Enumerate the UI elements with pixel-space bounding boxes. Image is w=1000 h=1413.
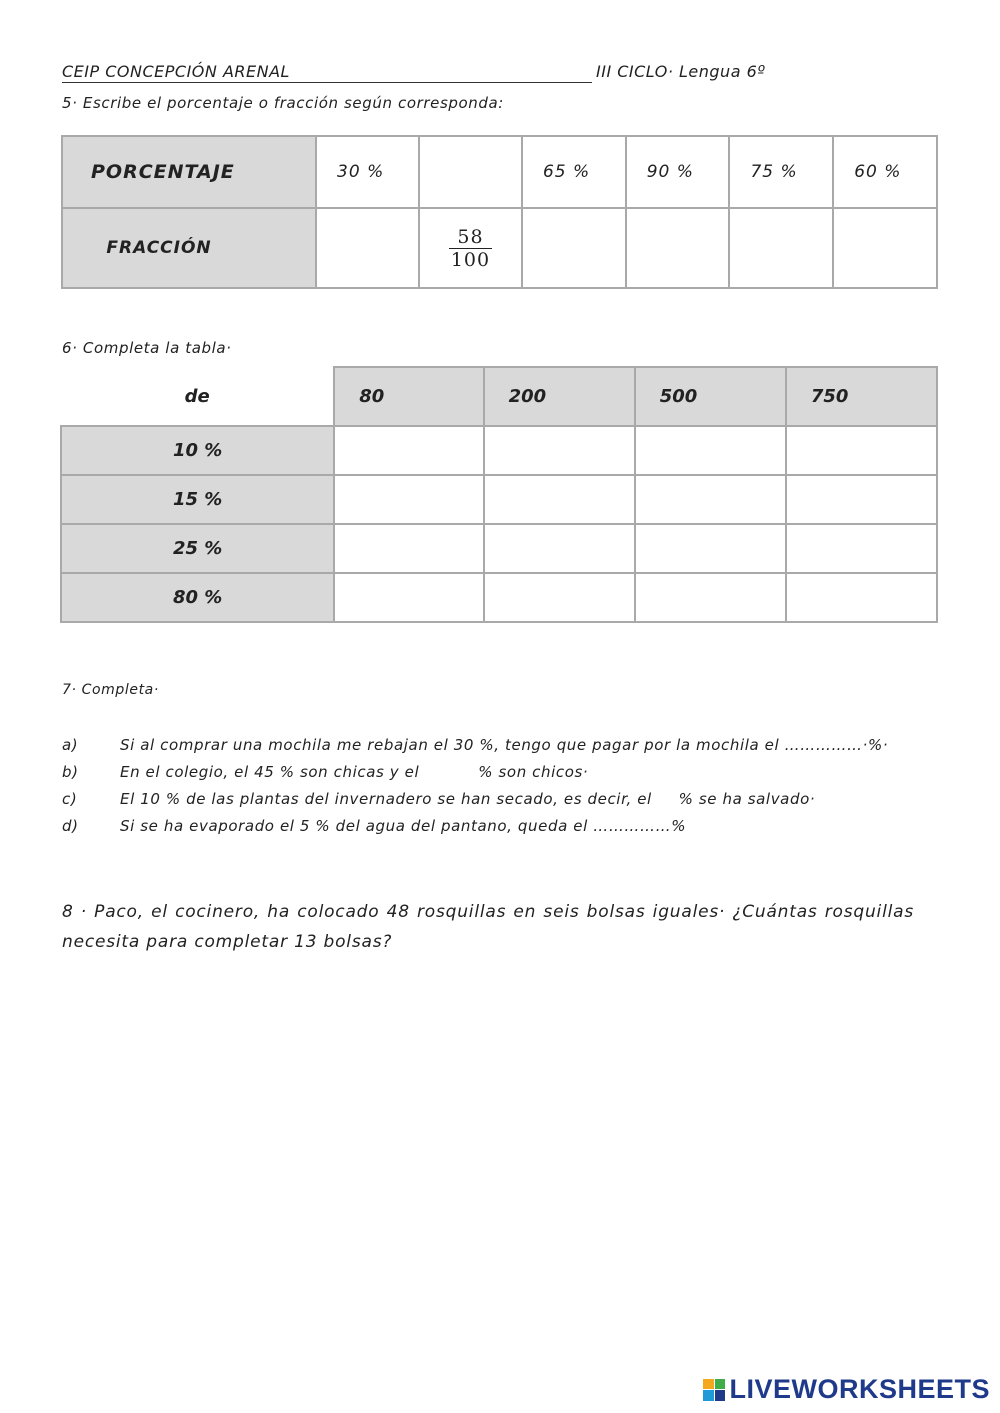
logo-square bbox=[703, 1379, 714, 1390]
q7-item-text: En el colegio, el 45 % son chicas y el % son chicos· bbox=[120, 763, 589, 781]
fraction-58-100 bbox=[449, 226, 492, 271]
q5-percent-cell[interactable] bbox=[419, 136, 522, 208]
q6-answer-cell[interactable] bbox=[786, 426, 937, 475]
liveworksheets-logo-icon bbox=[703, 1379, 725, 1401]
logo-square bbox=[715, 1379, 726, 1390]
q7-item-label: d) bbox=[62, 817, 79, 835]
q7-item-label: b) bbox=[62, 763, 79, 781]
q6-header-row bbox=[61, 367, 937, 426]
liveworksheets-wordmark: LIVEWORKSHEETS bbox=[729, 1374, 990, 1404]
q6-answer-cell[interactable] bbox=[484, 573, 635, 622]
q6-row bbox=[61, 524, 937, 573]
q5-fraction-cell[interactable] bbox=[626, 208, 730, 288]
q5-fraction-cell bbox=[419, 208, 522, 288]
q6-column-header: 80 bbox=[334, 367, 483, 426]
q5-percent-label: PORCENTAJE bbox=[62, 136, 316, 208]
q7-item bbox=[62, 763, 942, 790]
q6-column-header: 500 bbox=[635, 367, 786, 426]
q5-fraction-row bbox=[62, 208, 937, 288]
q7-item bbox=[62, 817, 942, 844]
q6-row bbox=[61, 573, 937, 622]
q5-fraction-cell[interactable] bbox=[729, 208, 833, 288]
q6-row-header: 80 % bbox=[61, 573, 334, 622]
q6-answer-cell[interactable] bbox=[334, 426, 483, 475]
q5-title: 5· Escribe el porcentaje o fracción según corresponda: bbox=[62, 94, 504, 112]
q7-item-label: a) bbox=[62, 736, 79, 754]
fraction-numerator: 58 bbox=[449, 226, 492, 249]
q6-answer-cell[interactable] bbox=[786, 475, 937, 524]
q5-fraction-cell[interactable] bbox=[316, 208, 419, 288]
q7-item-text: El 10 % de las plantas del invernadero se han secado, es decir, el % se ha salvado· bbox=[120, 790, 816, 808]
q6-column-header: 750 bbox=[786, 367, 937, 426]
q6-corner-label: de bbox=[61, 367, 334, 426]
q7-item-text: Si al comprar una mochila me rebajan el 30 %, tengo que pagar por la mochila el ……………·%· bbox=[120, 736, 889, 754]
q6-row bbox=[61, 426, 937, 475]
q6-answer-cell[interactable] bbox=[635, 573, 786, 622]
q6-row-header: 10 % bbox=[61, 426, 334, 475]
q5-percent-cell[interactable]: 60 % bbox=[833, 136, 937, 208]
q5-fraction-label: FRACCIÓN bbox=[62, 208, 316, 288]
q6-answer-cell[interactable] bbox=[484, 426, 635, 475]
q7-list bbox=[62, 736, 942, 844]
course-label: III CICLO· Lengua 6º bbox=[596, 62, 766, 81]
q5-table bbox=[61, 135, 938, 289]
q6-column-header: 200 bbox=[484, 367, 635, 426]
q7-item bbox=[62, 736, 942, 763]
q5-percent-cell[interactable]: 75 % bbox=[729, 136, 833, 208]
school-name: CEIP CONCEPCIÓN ARENAL bbox=[62, 62, 592, 83]
fraction-denominator: 100 bbox=[450, 248, 491, 271]
logo-square bbox=[715, 1390, 726, 1401]
q7-item-text: Si se ha evaporado el 5 % del agua del pantano, queda el ……………% bbox=[120, 817, 687, 835]
q6-answer-cell[interactable] bbox=[786, 524, 937, 573]
q6-answer-cell[interactable] bbox=[334, 573, 483, 622]
q6-answer-cell[interactable] bbox=[334, 524, 483, 573]
liveworksheets-brand[interactable] bbox=[703, 1374, 990, 1405]
q6-row bbox=[61, 475, 937, 524]
q6-answer-cell[interactable] bbox=[484, 475, 635, 524]
q6-title: 6· Completa la tabla· bbox=[62, 339, 232, 357]
q6-answer-cell[interactable] bbox=[635, 475, 786, 524]
q6-answer-cell[interactable] bbox=[635, 426, 786, 475]
q5-fraction-cell[interactable] bbox=[833, 208, 937, 288]
logo-square bbox=[703, 1390, 714, 1401]
q7-item-label: c) bbox=[62, 790, 78, 808]
q8-text: 8 · Paco, el cocinero, ha colocado 48 rosquillas en seis bolsas iguales· ¿Cuántas rosquillas necesita para completar 13 bolsas? bbox=[62, 902, 914, 952]
q7-item bbox=[62, 790, 942, 817]
q5-percent-cell[interactable]: 30 % bbox=[316, 136, 419, 208]
q6-answer-cell[interactable] bbox=[484, 524, 635, 573]
q6-answer-cell[interactable] bbox=[334, 475, 483, 524]
q6-row-header: 15 % bbox=[61, 475, 334, 524]
q5-fraction-cell[interactable] bbox=[522, 208, 626, 288]
q7-title: 7· Completa· bbox=[62, 682, 159, 698]
q6-row-header: 25 % bbox=[61, 524, 334, 573]
q6-table bbox=[60, 366, 938, 623]
q6-answer-cell[interactable] bbox=[635, 524, 786, 573]
q5-percent-row bbox=[62, 136, 937, 208]
q6-answer-cell[interactable] bbox=[786, 573, 937, 622]
q5-percent-cell[interactable]: 65 % bbox=[522, 136, 626, 208]
q5-percent-cell[interactable]: 90 % bbox=[626, 136, 730, 208]
